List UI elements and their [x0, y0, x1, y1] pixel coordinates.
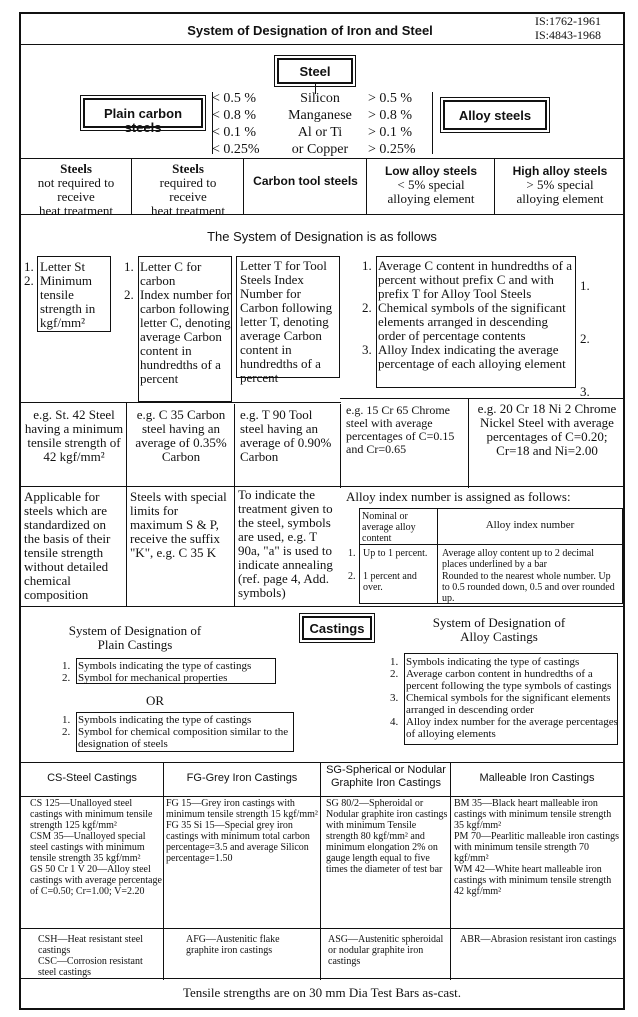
category-divider [494, 158, 495, 214]
example-divider [126, 402, 127, 606]
page-title: System of Designation of Iron and Steel [187, 23, 433, 38]
col4-box [376, 256, 576, 388]
limit-row: < 0.25% or Copper > 0.25% [212, 142, 416, 157]
category-cell: Low alloy steels < 5% special alloying element [384, 164, 478, 206]
casting-types-head-bottom [19, 796, 625, 797]
casting-types-divider [450, 762, 451, 980]
example-top-left [19, 402, 341, 403]
casting-types-bottom [19, 978, 625, 979]
notes-top [19, 486, 625, 487]
example-cell: e.g. 20 Cr 18 Ni 2 Chrome Nickel Steel with average percentages of C=0.20; Cr=18 and Ni=2.00 [477, 401, 617, 458]
standard-refs [535, 14, 625, 42]
casting-type-head: FG-Grey Iron Castings [186, 772, 298, 784]
category-cell: Steels required to receive heat treatment [151, 161, 225, 218]
alloy-steels-label: Alloy steels [443, 100, 547, 130]
alloy-index-content: Up to 1 percent. [363, 548, 428, 559]
example-cell: e.g. T 90 Tool steel having an average of 0.90% Carbon [240, 407, 332, 464]
casting-type-head: CS-Steel Castings [47, 772, 137, 784]
standard-ref-1: IS:1762-1961 [535, 14, 601, 28]
footer-note: Tensile strengths are on 30 mm Dia Test Bars as-cast. [182, 985, 462, 1000]
category-divider [131, 158, 132, 214]
casting-type-foot: AFG—Austenitic flake graphite iron castings [186, 934, 280, 956]
category-cell: Steels not required to receive heat treatment [37, 161, 115, 218]
col2-box [138, 256, 232, 402]
casting-type-head: Malleable Iron Castings [479, 772, 595, 784]
plain-castings-heading: System of Designation of Plain Castings [68, 623, 202, 652]
casting-type-body: CS 125—Unalloyed steel castings with minimum tensile strength 125 kgf/mm² CSM 35—Unalloyed special steel castings with minimum tensile strength 35 kgf/mm² GS 50 Cr 1 V 20—Alloy steel castings with average percentage of C=0.50; Cr=1.00; V=2.20 [30, 798, 162, 897]
col1-box [37, 256, 111, 332]
limits-table [212, 90, 436, 158]
limit-row: < 0.8 % Manganese > 0.8 % [212, 108, 413, 123]
col1-rules: 1. Letter St 2. Minimum tensile strength in kgf/mm² [24, 259, 96, 330]
note-cell: Steels with special limits for maximum S & P, receive the suffix "K", e.g. C 35 K [130, 489, 227, 560]
example-cell: e.g. 15 Cr 65 Chrome steel with average percentages of C=0.15 and Cr=0.65 [346, 403, 455, 456]
alloy-index-value: Average alloy content up to 2 decimal places underlined by a bar [442, 548, 594, 570]
plain-carbon-label: Plain carbon steels [83, 98, 203, 128]
col3-box [236, 256, 340, 378]
alloy-index-col-left: Nominal or average alloy content [362, 511, 416, 544]
alloy-index-col-divider [437, 508, 438, 604]
category-top [19, 158, 625, 159]
casting-type-body: SG 80/2—Spheroidal or Nodular graphite iron castings with minimum Tensile strength 80 kgf/mm² and minimum elongation 2% on gauge length equal to five times the diameter of test bar [326, 798, 448, 875]
alloy-index-col-right: Alloy index number [485, 519, 575, 531]
col3-rule: Letter T for Tool Steels Index Number for Carbon following letter T, denoting average Carbon content in hundredths of a percent [240, 258, 333, 385]
casting-type-body: BM 35—Black heart malleable iron castings with minimum tensile strength 35 kgf/mm² PM 70—Pearlitic malleable iron castings with minimum tensile strength 70 kgf/mm² WM 42—White heart malleable iron castings with minimum tensile strength 42 kgf/mm² [454, 798, 619, 897]
alloy-index-value: Rounded to the nearest whole number. Up to 0.5 rounded down, 0.5 and over rounded up. [442, 571, 615, 604]
casting-types-top [19, 762, 625, 763]
alloy-index-heading: Alloy index number is assigned as follows: [346, 489, 571, 504]
col2-rules: 1. Letter C for carbon 2. Index number for carbon following letter C, denoting average Carbon content in hundredths of a percent [124, 259, 231, 386]
alloy-index-head-divider [359, 544, 623, 545]
plain-castings-b-box [76, 712, 294, 752]
castings-label: Castings [302, 616, 372, 640]
example-cell: e.g. St. 42 Steel having a minimum tensile strength of 42 kgf/mm² [24, 407, 124, 464]
casting-types-divider [320, 762, 321, 980]
alloy-index-num: 1. [348, 548, 356, 559]
col4-right-numbers: 1. 2. 3. [580, 278, 590, 399]
col4-rules: 1. Average C content in hundredths of a percent without prefix C and with prefix T for Alloy Tool Steels 2. Chemical symbols of the significant elements arranged in descending order of percentage contents 3. Alloy Index indicating the average percentage of each alloying element [362, 258, 572, 371]
alloy-castings-list: 1. Symbols indicating the type of castings 2. Average carbon content in hundredths of a percent following the type symbols of castings 3. Chemical symbols for the significant elements arranged in descending order 4. Alloy index number for the average percentages of alloying elements [390, 656, 618, 740]
casting-type-head: SG-Spherical or Nodular Graphite Iron Castings [326, 764, 446, 789]
title-divider [19, 44, 625, 45]
designation-heading: The System of Designation is as follows [207, 229, 437, 244]
limit-row: < 0.5 % Silicon > 0.5 % [212, 91, 413, 106]
casting-types-foot-top [19, 928, 625, 929]
example-cell: e.g. C 35 Carbon steel having an average of 0.35% Carbon [135, 407, 227, 464]
note-cell: To indicate the treatment given to the steel, symbols are used, e.g. T 90a, "a" is used to indicate annealing (ref. page 4, Add. symbols) [238, 487, 333, 600]
casting-type-foot: ASG—Austenitic spheroidal or nodular graphite iron castings [328, 934, 444, 967]
category-divider [243, 158, 244, 214]
example-divider [468, 398, 469, 488]
plain-castings-a-box [76, 658, 276, 684]
example-divider [234, 404, 235, 606]
steel-label: Steel [277, 58, 353, 84]
casting-types-divider [163, 762, 164, 980]
alloy-castings-box [404, 653, 618, 745]
plain-castings-b: 1. Symbols indicating the type of castings 2. Symbol for chemical composition similar to the designation of steels [62, 714, 289, 750]
alloy-index-content: 1 percent and over. [363, 571, 417, 593]
category-cell: Carbon tool steels [253, 174, 358, 188]
alloy-castings-heading: System of Designation of Alloy Castings [432, 615, 566, 644]
limit-row: < 0.1 % Al or Ti > 0.1 % [212, 125, 413, 140]
standard-ref-2: IS:4843-1968 [535, 28, 601, 42]
alloy-index-num: 2. [348, 571, 356, 582]
plain-castings-a: 1. Symbols indicating the type of castings 2. Symbol for mechanical properties [62, 660, 252, 684]
limits-bracket-right [432, 92, 433, 154]
category-divider [366, 158, 367, 214]
note-cell: Applicable for steels which are standardized on the basis of their tensile strength without detailed chemical composition [24, 489, 111, 602]
casting-type-foot: ABR—Abrasion resistant iron castings [460, 934, 617, 945]
category-cell: High alloy steels > 5% special alloying element [512, 164, 608, 206]
casting-type-foot: CSH—Heat resistant steel castings CSC—Corrosion resistant steel castings [38, 934, 143, 978]
casting-type-body: FG 15—Grey iron castings with minimum tensile strength 15 kgf/mm² FG 35 Si 15—Special grey iron castings with minimum total carbon percentage=3.5 and average Silicon percentage=1.50 [166, 798, 318, 864]
example-top-right [340, 398, 625, 399]
limits-bracket-left [212, 92, 213, 154]
castings-top [19, 606, 625, 607]
example-divider [340, 404, 341, 488]
or-label: OR [145, 693, 165, 708]
